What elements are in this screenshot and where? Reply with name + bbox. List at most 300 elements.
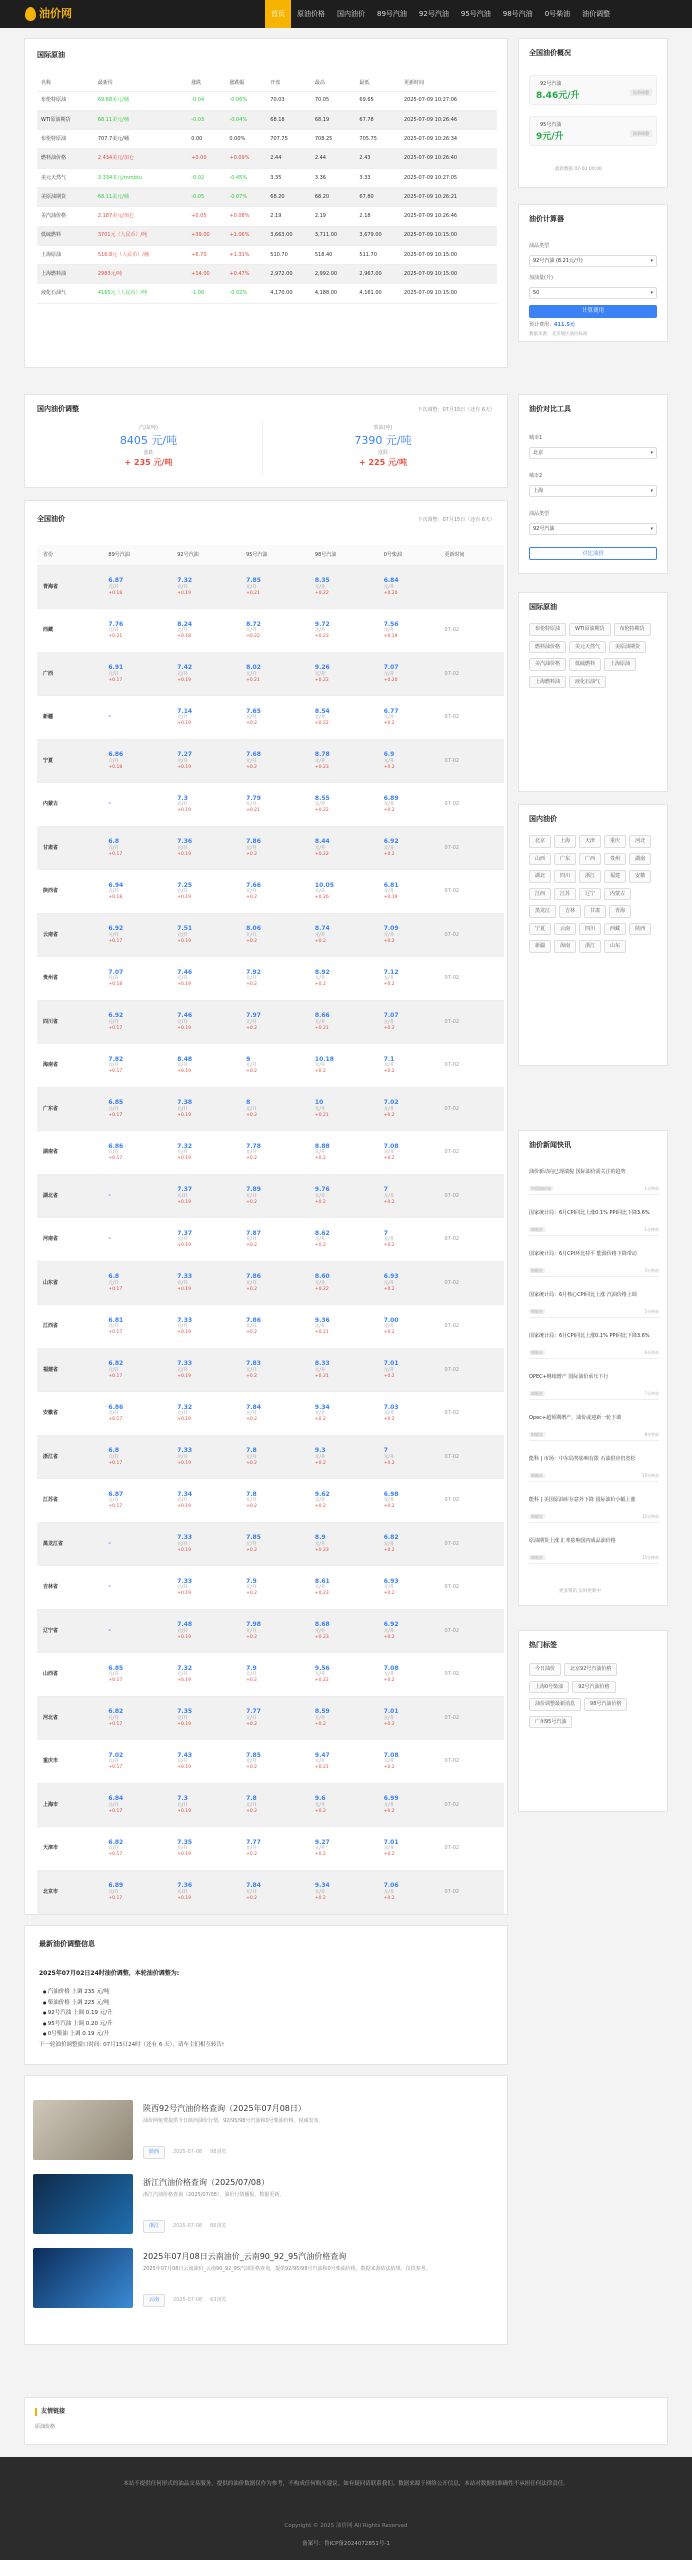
quick-news-item[interactable] [529, 1292, 659, 1318]
article-title[interactable]: 浙江汽油价格查询（2025/07/08） [143, 2178, 270, 2187]
province-tag[interactable]: 云南 [554, 923, 576, 936]
price-unit: 元/升 [246, 1063, 257, 1069]
price-delta: +0.2 [383, 1243, 395, 1249]
price-delta: +0.23 [314, 1591, 329, 1597]
price-value: 6.86 [108, 751, 124, 758]
intl-cell: 705.75 [355, 130, 400, 149]
province-tag[interactable]: 甘肃 [584, 905, 606, 918]
province-name[interactable]: 福建省 [37, 1348, 102, 1392]
intl-cell: 2025-07-09 10:26:46 [400, 110, 497, 129]
quick-news-title[interactable]: OPEC+继续增产 国际油价承压下行 [529, 1374, 609, 1380]
article-tag[interactable]: 陕西 [143, 2146, 165, 2159]
price-cell [102, 1827, 171, 1871]
nav-link[interactable]: 0号柴油 [544, 10, 571, 18]
article-views: 63浏览 [210, 2297, 227, 2303]
intl-row[interactable] [37, 110, 497, 129]
province-row[interactable] [37, 1783, 504, 1827]
next-adjust-note: 下次调整：07月15日（还有 6天） [417, 407, 495, 413]
price-delta: +0.17 [108, 1112, 123, 1118]
price-unit: 元/升 [383, 1063, 395, 1069]
intl-cell: 2.434美元/加仑 [94, 149, 187, 168]
nav-link[interactable]: 原油价格 [297, 10, 325, 18]
quick-news-title[interactable]: 国家统计局：6月CPI同比上涨0.1% PPI同比下降3.6% [529, 1333, 650, 1339]
province-tag[interactable]: 吉林 [559, 905, 581, 918]
intl-tag[interactable]: WTI原油期货 [569, 623, 610, 636]
article-item[interactable] [33, 2100, 503, 2162]
quick-news-item[interactable] [529, 1333, 659, 1359]
intl-cell: 4,161.00 [355, 284, 400, 303]
friend-link[interactable]: 原油价格 [35, 2424, 56, 2430]
price-delta: +0.17 [108, 1721, 123, 1727]
nav-link[interactable]: 95号汽油 [460, 10, 491, 18]
province-row[interactable] [37, 696, 504, 740]
province-name[interactable]: 广东省 [37, 1087, 102, 1131]
province-name[interactable]: 天津市 [37, 1827, 102, 1871]
calculate-button[interactable]: 计算费用 [529, 305, 657, 318]
article-title[interactable]: 2025年07月08日云南油价_云南90_92_95汽油价格查询 [143, 2252, 347, 2261]
province-row[interactable] [37, 1392, 504, 1436]
province-name[interactable]: 湖北省 [37, 1174, 102, 1218]
province-tag[interactable]: 宁夏 [529, 923, 551, 936]
province-name[interactable]: 青海省 [37, 565, 102, 609]
province-tag[interactable]: 河北 [629, 835, 651, 848]
province-name[interactable]: 江西省 [37, 1305, 102, 1349]
price-unit: 元/升 [108, 1367, 119, 1373]
province-row[interactable] [37, 1305, 504, 1349]
intl-row[interactable] [37, 226, 497, 245]
price-value: 9.6 [314, 1795, 326, 1802]
province-name[interactable]: 上海市 [37, 1783, 102, 1827]
price-unit: 元/升 [383, 1672, 395, 1678]
province-tag[interactable]: 湖南 [629, 853, 651, 866]
province-name[interactable]: 浙江省 [37, 1435, 102, 1479]
nav-link[interactable]: 国内油价 [337, 10, 365, 18]
quick-news-title[interactable]: 油价新动向已现端倪 国际油价需关注的趋势 [529, 1169, 626, 1175]
province-name[interactable]: 贵州省 [37, 957, 102, 1001]
price-delta: +0.21 [314, 1025, 329, 1031]
price-unit: 元/升 [314, 845, 326, 851]
price-box-92[interactable] [529, 75, 657, 105]
price-cell [102, 1000, 171, 1044]
intl-tag[interactable]: 布伦特原油 [529, 623, 566, 636]
hot-tag[interactable]: 油价调整最新消息 [529, 1698, 581, 1711]
price-cell [240, 1392, 309, 1436]
price-cell [309, 1348, 378, 1392]
province-row[interactable] [37, 1087, 504, 1131]
price-unit: 元/升 [383, 1324, 395, 1330]
province-tag[interactable]: 青海 [609, 905, 631, 918]
quick-news-title[interactable]: 国家统计局：6月核心CPI同比上涨 汽油价格上调 [529, 1292, 637, 1298]
intl-cell: 2.19 [311, 207, 356, 226]
price-delta: +0.21 [246, 677, 260, 683]
price-value: 7.86 [246, 1273, 261, 1280]
article-tag[interactable]: 浙江 [143, 2220, 165, 2233]
intl-row[interactable] [37, 265, 497, 284]
price-delta: +0.2 [314, 982, 326, 988]
province-tag[interactable]: 安徽 [629, 870, 651, 883]
quick-news-more[interactable]: 更多资讯 实时更新中 [559, 1589, 601, 1594]
province-name[interactable]: 安徽省 [37, 1392, 102, 1436]
price-unit: 元/升 [177, 1715, 188, 1721]
price-value: 10.18 [314, 1055, 334, 1063]
province-tag[interactable]: 北京 [529, 835, 551, 848]
intl-tag[interactable]: 美汽油价格 [529, 658, 566, 671]
price-delta: +0.18 [108, 895, 123, 901]
price-delta: +0.2 [314, 1460, 326, 1466]
national-price-card [24, 500, 508, 1915]
hot-tag[interactable]: 今日油价 [529, 1663, 561, 1676]
article-tag[interactable]: 云南 [143, 2294, 165, 2307]
province-row[interactable] [37, 652, 504, 696]
province-name[interactable]: 湖南省 [37, 1131, 102, 1175]
hot-tag[interactable]: 北京92号汽油价格 [564, 1663, 617, 1676]
intl-tag[interactable]: 燃料油价格 [529, 641, 566, 654]
price-unit: 元/升 [177, 1889, 188, 1895]
quick-news-title[interactable]: 国家统计局：6月CPI环比持平 能源价格下降带动 [529, 1251, 637, 1257]
price-value: 7 [383, 1229, 388, 1237]
price-delta: +0.19 [177, 1591, 192, 1597]
nav-link[interactable]: 98号汽油 [502, 10, 533, 18]
price-unit: 元/升 [314, 758, 326, 764]
hot-tag[interactable]: 上海0号柴油 [529, 1681, 569, 1694]
price-value: 8.92 [314, 968, 330, 976]
price-unit: 元/升 [383, 628, 395, 634]
quick-news-title: 油价新闻快讯 [529, 1141, 571, 1149]
province-row[interactable] [37, 1740, 504, 1784]
quick-news-title[interactable]: 能科 | 美国原油库存意外下降 国际油价小幅上涨 [529, 1497, 636, 1503]
province-name[interactable]: 甘肃省 [37, 826, 102, 870]
province-row[interactable] [37, 1000, 504, 1044]
price-delta: +0.26 [314, 895, 329, 901]
province-name[interactable]: 吉林省 [37, 1566, 102, 1610]
province-row[interactable] [37, 870, 504, 914]
nav-link[interactable]: 89号汽油 [377, 10, 407, 18]
intl-cell: 布伦特原油 [37, 91, 94, 110]
price-unit: 元/升 [246, 1454, 257, 1460]
article-title[interactable]: 陕西92号汽油价格查询（2025年07月08日） [143, 2104, 306, 2113]
article-item[interactable] [33, 2248, 503, 2310]
national-next-note: 下次调整：07月15日（还有 6天） [417, 517, 495, 523]
quick-news-source: 财联社 [531, 1227, 543, 1232]
province-tag[interactable]: 陕西 [629, 923, 651, 936]
intl-cell: 2025-07-09 10:26:21 [400, 187, 497, 206]
quick-news-item[interactable] [529, 1415, 659, 1441]
province-row[interactable] [37, 1479, 504, 1523]
price-unit: 元/升 [383, 802, 395, 808]
intl-tag[interactable]: 美元天然气 [569, 641, 606, 654]
province-tag[interactable]: 湖北 [529, 870, 551, 883]
intl-row[interactable] [37, 130, 497, 149]
province-row[interactable] [37, 1218, 504, 1262]
price-value: 9.56 [314, 1664, 330, 1672]
price-value: 6.99 [383, 1795, 399, 1802]
quick-news-time: 6分钟前 [644, 1350, 659, 1355]
province-tag[interactable]: 贵州 [604, 853, 626, 866]
price-cell [240, 696, 309, 740]
province-row[interactable] [37, 739, 504, 783]
province-tag[interactable]: 内蒙古 [604, 888, 631, 901]
price-delta: +0.19 [177, 1504, 192, 1510]
province-name[interactable]: 辽宁省 [37, 1609, 102, 1653]
update-date: 07-02 [439, 1783, 504, 1827]
province-name[interactable]: 宁夏 [37, 739, 102, 783]
quick-news-item[interactable] [529, 1538, 659, 1564]
price-unit: 元/升 [314, 1367, 326, 1373]
article-thumbnail[interactable] [33, 2100, 133, 2160]
price-value: 8.60 [314, 1273, 330, 1280]
intl-row[interactable] [37, 187, 497, 206]
province-tag[interactable]: 浙江 [579, 870, 601, 883]
province-name[interactable]: 山西省 [37, 1653, 102, 1697]
price-delta: +0.19 [177, 1547, 192, 1553]
price-unit: 元/升 [246, 1193, 257, 1199]
adjust-item: ● 92号汽油 上调 0.19 元/升 [43, 2010, 113, 2021]
province-name[interactable]: 黑龙江省 [37, 1522, 102, 1566]
province-tag[interactable]: 重庆 [604, 835, 626, 848]
price-cell [309, 1131, 378, 1175]
price-cell [171, 1131, 240, 1175]
update-date: 07-02 [439, 1305, 504, 1349]
intl-row[interactable] [37, 149, 497, 168]
province-name[interactable]: 内蒙古 [37, 783, 102, 827]
province-tag[interactable]: 福建 [604, 870, 626, 883]
price-unit: 元/升 [383, 1019, 395, 1025]
province-name[interactable]: 陕西省 [37, 870, 102, 914]
price-value: 7.46 [177, 1012, 193, 1019]
hot-tag[interactable]: 广州95号汽油 [529, 1716, 572, 1729]
price-delta: +0.2 [246, 1547, 257, 1553]
price-delta: +0.18 [108, 982, 123, 988]
province-row[interactable] [37, 1522, 504, 1566]
price-box-95[interactable] [529, 116, 657, 146]
province-name[interactable]: 重庆市 [37, 1740, 102, 1784]
price-unit: 元/升 [383, 1759, 395, 1765]
province-row[interactable] [37, 783, 504, 827]
price-value: 7.86 [246, 838, 261, 845]
price-delta: +0.17 [108, 1504, 123, 1510]
compare-button[interactable]: 对比油价 [529, 547, 657, 560]
province-row[interactable] [37, 957, 504, 1001]
price-value: 6.9 [383, 751, 395, 758]
intl-cell: 510.70 [266, 245, 311, 264]
province-name[interactable]: 四川省 [37, 1000, 102, 1044]
price-delta: +0.2 [246, 1025, 257, 1031]
price-cell [171, 1653, 240, 1697]
quick-news-title[interactable]: 国家统计局：6月CPI同比上涨0.1% PPI同比下降3.6% [529, 1210, 650, 1216]
site-logo[interactable] [25, 6, 72, 22]
quick-news-title[interactable]: Opec+超预期增产，油价或迎新一轮下调 [529, 1415, 622, 1421]
price-value: 7.3 [177, 1795, 188, 1802]
province-tag[interactable]: 黑龙江 [529, 905, 556, 918]
intl-cell: 3.36 [311, 168, 356, 187]
price-delta: +0.17 [108, 1330, 123, 1336]
province-name[interactable]: 广西 [37, 652, 102, 696]
intl-row[interactable] [37, 207, 497, 226]
quick-news-item[interactable] [529, 1374, 659, 1400]
price-value: 9.27 [314, 1838, 330, 1846]
hot-tag[interactable]: 92号汽油价格 [572, 1681, 615, 1694]
oil-drop-icon [25, 7, 36, 21]
price-cell [240, 1783, 309, 1827]
compare-oil-select[interactable]: 92号汽油 ▾ [529, 523, 657, 535]
price-unit: 元/升 [383, 584, 395, 590]
update-date: 07-02 [439, 1348, 504, 1392]
price-delta: +0.18 [177, 634, 192, 640]
province-row[interactable] [37, 826, 504, 870]
province-tag[interactable]: 上海 [554, 835, 576, 848]
province-row[interactable] [37, 1261, 504, 1305]
article-thumbnail[interactable] [33, 2174, 133, 2234]
price-cell [171, 1435, 240, 1479]
price-delta: +0.2 [383, 808, 395, 814]
province-name[interactable]: 云南省 [37, 913, 102, 957]
nav-link[interactable]: 92号汽油 [418, 10, 449, 18]
intl-tag[interactable]: 上海燃料油 [529, 676, 566, 689]
province-tag[interactable]: 山西 [529, 853, 551, 866]
price-unit: 元/升 [314, 1802, 326, 1808]
price-delta: +0.19 [177, 895, 192, 901]
national-price-title: 全国油价 [37, 515, 65, 523]
article-item[interactable] [33, 2174, 503, 2236]
province-tag[interactable]: 四川 [554, 870, 576, 883]
quick-news-title[interactable]: 原油期货上涨 汇率影响国内成品油价格 [529, 1538, 616, 1544]
quick-news-item[interactable] [529, 1497, 659, 1523]
province-tag[interactable]: 浙江 [579, 940, 601, 953]
province-name[interactable]: 海南省 [37, 1044, 102, 1088]
price-value: 6.98 [383, 1490, 399, 1498]
hot-tag[interactable]: 98号汽油价格 [584, 1698, 627, 1711]
province-row[interactable] [37, 1566, 504, 1610]
price-cell [378, 1131, 439, 1175]
article-meta [143, 2146, 226, 2164]
price-delta: +0.23 [314, 634, 329, 640]
volume-input[interactable]: 50 ▾ [529, 287, 657, 299]
province-row[interactable] [37, 1131, 504, 1175]
province-row[interactable] [37, 565, 504, 609]
update-date: 07-02 [439, 1870, 504, 1914]
article-thumbnail[interactable] [33, 2248, 133, 2308]
quick-news-item[interactable] [529, 1169, 659, 1195]
price-cell [240, 870, 309, 914]
price-delta: +0.19 [177, 677, 192, 683]
intl-cell: -0.02% [225, 284, 266, 303]
province-name[interactable]: 北京市 [37, 1870, 102, 1914]
intl-row[interactable] [37, 91, 497, 110]
province-tag[interactable]: 新疆 [529, 940, 551, 953]
quick-news-title[interactable]: 能科 | 市场：中东局势影响有限 石油供应仍宽松 [529, 1456, 636, 1462]
intl-cell: 68.11美元/桶 [94, 187, 187, 206]
intl-row[interactable] [37, 284, 497, 303]
price-value: 7.85 [246, 1534, 261, 1541]
province-row[interactable] [37, 1870, 504, 1914]
province-tag[interactable]: 广东 [554, 853, 576, 866]
province-tag[interactable]: 江西 [529, 888, 551, 901]
province-tag[interactable]: 广西 [579, 853, 601, 866]
price-value: 6.92 [383, 838, 399, 845]
province-row[interactable] [37, 1696, 504, 1740]
price-cell [102, 1783, 171, 1827]
price-cell [309, 1870, 378, 1914]
intl-row[interactable] [37, 168, 497, 187]
nav-link[interactable]: 首页 [265, 0, 291, 28]
quick-news-item[interactable] [529, 1210, 659, 1236]
province-name[interactable]: 河南省 [37, 1218, 102, 1262]
province-name[interactable]: 西藏 [37, 609, 102, 653]
price-value: 7 [383, 1186, 388, 1193]
province-tag[interactable]: 西藏 [604, 923, 626, 936]
province-row[interactable] [37, 1348, 504, 1392]
price-unit: 元/升 [383, 1889, 395, 1895]
intl-tag[interactable]: 布伦特期货 [614, 623, 651, 636]
intl-cell: 70.05 [311, 91, 356, 110]
intl-cell: 67.80 [355, 187, 400, 206]
province-tag[interactable]: 山东 [604, 940, 626, 953]
price-cell [102, 1522, 171, 1566]
province-row[interactable] [37, 1435, 504, 1479]
intl-tag[interactable]: 低硫燃料 [569, 658, 601, 671]
province-row[interactable] [37, 1653, 504, 1697]
intl-tag[interactable]: 美原油期货 [609, 641, 646, 654]
province-tag[interactable]: 海南 [554, 940, 576, 953]
city2-select[interactable]: 上海 ▾ [529, 485, 657, 497]
price-delta: +0.2 [314, 1243, 326, 1249]
intl-cell: 2025-07-09 10:27:05 [400, 168, 497, 187]
footer-icp[interactable]: 备案号：鲁ICP备2024072851号-1 [302, 2541, 390, 2547]
province-tag[interactable]: 天津 [579, 835, 601, 848]
province-tag[interactable]: 四川 [579, 923, 601, 936]
province-name[interactable]: 山东省 [37, 1261, 102, 1305]
price-delta: +0.2 [246, 721, 257, 727]
price-cell [102, 1435, 171, 1479]
price-delta: +0.22 [314, 590, 329, 596]
intl-tag[interactable]: 上海原油 [604, 658, 636, 671]
province-row[interactable] [37, 913, 504, 957]
province-row[interactable] [37, 1609, 504, 1653]
oil-type-select[interactable]: 92号汽油 (8.21元/升) ▾ [529, 255, 657, 267]
province-name[interactable]: 新疆 [37, 696, 102, 740]
price-value: 6.82 [108, 1838, 124, 1846]
province-row[interactable] [37, 609, 504, 653]
price-value: 6.92 [108, 1012, 124, 1019]
intl-col-header: 最新价 [94, 75, 187, 91]
province-name[interactable]: 江苏省 [37, 1479, 102, 1523]
province-name[interactable]: 河北省 [37, 1696, 102, 1740]
nav-link[interactable]: 油价调整 [582, 10, 611, 18]
price-cell [309, 1653, 378, 1697]
intl-cell: 68.19 [311, 110, 356, 129]
price-delta: +0.19 [177, 764, 192, 770]
price-value: 6.81 [108, 1316, 124, 1324]
quick-news-item[interactable] [529, 1456, 659, 1482]
province-tag[interactable]: 江苏 [554, 888, 576, 901]
province-row[interactable] [37, 1827, 504, 1871]
province-row[interactable] [37, 1044, 504, 1088]
intl-tag[interactable]: 液化石油气 [569, 676, 606, 689]
price-unit: 元/升 [246, 1628, 257, 1634]
quick-news-item[interactable] [529, 1251, 659, 1277]
intl-row[interactable] [37, 245, 497, 264]
price-value: 7.00 [383, 1316, 399, 1324]
price-unit: 元/升 [177, 1585, 188, 1591]
price-cell [171, 1827, 240, 1871]
province-row[interactable] [37, 1174, 504, 1218]
intl-col-header: 更新时间 [400, 75, 497, 91]
price-delta: +0.2 [383, 1112, 395, 1118]
gasoline-adjust-box [35, 421, 263, 475]
province-tag[interactable]: 辽宁 [579, 888, 601, 901]
city1-select[interactable]: 北京 ▾ [529, 447, 657, 459]
intl-cell: 4,188.00 [311, 284, 356, 303]
